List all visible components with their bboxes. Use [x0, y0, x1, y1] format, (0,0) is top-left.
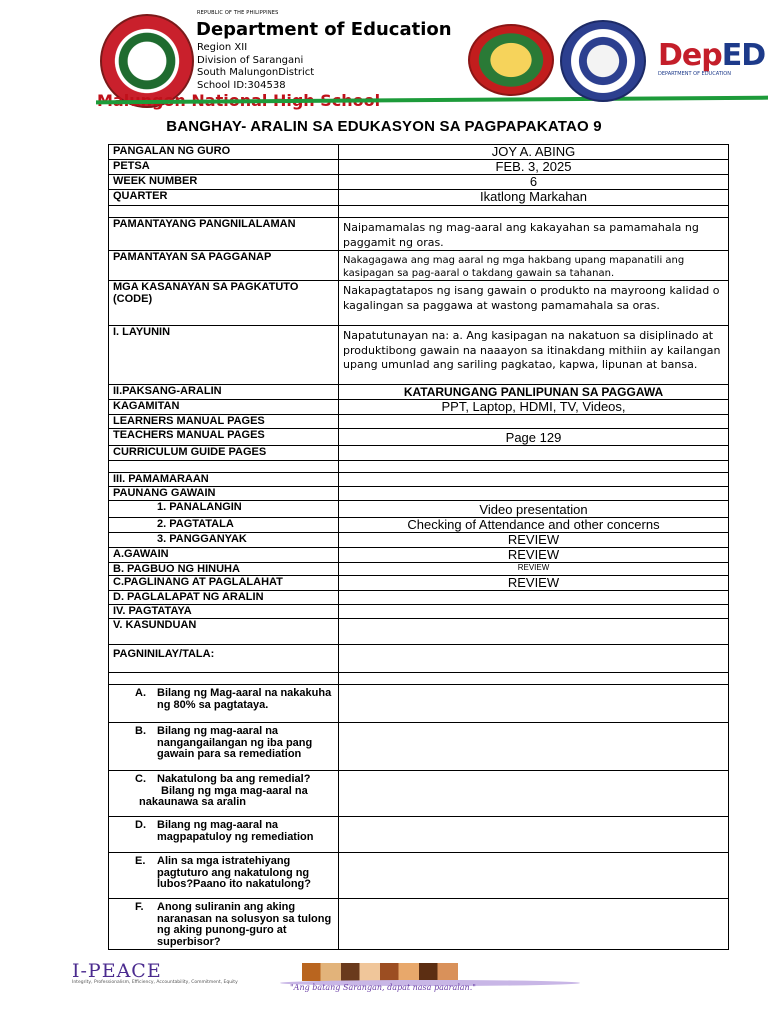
table-row — [109, 563, 729, 576]
ipeace-text: I-PEACE — [72, 960, 162, 982]
table-row — [109, 461, 729, 473]
footer-motto: "Ang batang Sarangan, dapat nasa paaralan." — [290, 983, 476, 992]
table-row — [109, 771, 729, 817]
table-row — [109, 415, 729, 429]
objective-value: Napatutunayan na: a. Ang kasipagan na nakatuon sa disiplinado at produktibong gawain na naaayon sa itinakdang mithiin ay kailangan upang umunlad ang sariling pagkatao, kapwa, lipunan at bansa. — [339, 326, 729, 385]
motivation-value: REVIEW — [339, 533, 729, 548]
reflection-question-a: A. Bilang ng Mag-aaral na nakakuha ng 80% sa pagtataya. — [135, 687, 332, 711]
attendance-label: 2. PAGTATALA — [109, 518, 339, 533]
table-row — [109, 385, 729, 400]
district-text: South MalungonDistrict — [197, 67, 315, 78]
division-text: Division of Sarangani — [197, 54, 304, 66]
quarter-label: QUARTER — [109, 190, 339, 206]
performance-standard-value: Nakagagawa ang mag aaral ng mga hakbang upang mapanatili ang kasipagan sa pag-aaral o takdang gawain sa tahanan. — [339, 251, 729, 281]
date-label: PETSA — [109, 160, 339, 175]
table-row — [109, 251, 729, 281]
subject-matter-label: II.PAKSANG-ARALIN — [109, 385, 339, 400]
week-label: WEEK NUMBER — [109, 175, 339, 190]
evaluation-label: IV. PAGTATAYA — [109, 605, 339, 619]
reflection-question-d: D. Bilang ng mag-aaral na magpapatuloy ng remediation — [135, 819, 314, 843]
ipeace-logo — [72, 960, 238, 985]
deped-logo: DepED DEPARTMENT OF EDUCATION — [658, 38, 766, 77]
competency-label: MGA KASANAYAN SA PAGKATUTO (CODE) — [109, 281, 339, 326]
republic-text: REPUBLIC OF THE PHILIPPINES — [197, 10, 279, 16]
introductory-activity-label: PAUNANG GAWAIN — [109, 487, 339, 501]
week-value: 6 — [339, 175, 729, 190]
kagawaran-seal-logo — [560, 20, 646, 102]
reflection-label: PAGNINILAY/TALA: — [109, 645, 339, 673]
activity-value: REVIEW — [339, 548, 729, 563]
prayer-value: Video presentation — [339, 501, 729, 518]
region-text: Region XII — [197, 42, 248, 53]
performance-standard-label: PAMANTAYAN SA PAGGANAP — [109, 251, 339, 281]
competency-value: Nakapagtatapos ng isang gawain o produkto na mayroong kalidad o kagalingan sa paggawa at wastong pamamahala sa oras. — [339, 281, 729, 326]
table-row — [109, 429, 729, 446]
reflection-question-f: F. Anong suliranin ang aking naranasan na solusyon sa tulong ng aking punong-guro at superbisor? — [135, 901, 332, 948]
reflection-question-e: E. Alin sa mga istratehiyang pagtuturo ang nakatulong ng lubos?Paano ito nakatulong? — [135, 855, 311, 890]
table-row — [109, 673, 729, 685]
teachers-manual-value: Page 129 — [339, 429, 729, 446]
reflection-question-c: C. Nakatulong ba ang remedial? — [135, 773, 311, 785]
lesson-plan-table — [108, 144, 729, 950]
curriculum-guide-label: CURRICULUM GUIDE PAGES — [109, 446, 339, 461]
materials-label: KAGAMITAN — [109, 400, 339, 415]
table-row — [109, 501, 729, 518]
table-row — [109, 326, 729, 385]
materials-value: PPT, Laptop, HDMI, TV, Videos, — [339, 400, 729, 415]
table-row — [109, 619, 729, 645]
table-row — [109, 533, 729, 548]
table-row — [109, 190, 729, 206]
table-row — [109, 605, 729, 619]
table-row — [109, 518, 729, 533]
table-row — [109, 281, 729, 326]
activity-label: A.GAWAIN — [109, 548, 339, 563]
date-value: FEB. 3, 2025 — [339, 160, 729, 175]
table-row — [109, 160, 729, 175]
analysis-label: B. PAGBUO NG HINUHA — [109, 563, 339, 576]
content-standard-label: PAMANTAYANG PANGNILALAMAN — [109, 218, 339, 251]
table-row — [109, 175, 729, 190]
table-row — [109, 145, 729, 160]
abstraction-value: REVIEW — [339, 576, 729, 591]
learners-manual-label: LEARNERS MANUAL PAGES — [109, 415, 339, 429]
subject-matter-value: KATARUNGANG PANLIPUNAN SA PAGGAWA — [339, 385, 729, 400]
teacher-value: JOY A. ABING — [339, 145, 729, 160]
school-id-text: School ID:304538 — [197, 79, 286, 91]
procedure-label: III. PAMAMARAAN — [109, 473, 339, 487]
department-title: Department of Education — [196, 19, 452, 40]
ipeace-subtitle: Integrity, Professionalism, Efficiency, Accountability, Commitment, Equity — [72, 980, 238, 985]
content-standard-value: Naipamamalas ng mag-aaral ang kakayahan sa pamamahala ng paggamit ng oras. — [339, 218, 729, 251]
table-row — [109, 645, 729, 673]
table-row — [109, 446, 729, 461]
reflection-question-c-extra2: nakaunawa sa aralin — [139, 796, 246, 808]
reflection-question-b: B. Bilang ng mag-aaral na nangangailangan ng iba pang gawain para sa remediation — [135, 725, 313, 760]
analysis-value: REVIEW — [339, 563, 729, 576]
abstraction-label: C.PAGLINANG AT PAGLALAHAT — [109, 576, 339, 591]
application-label: D. PAGLALAPAT NG ARALIN — [109, 591, 339, 605]
table-row — [109, 685, 729, 723]
teacher-label: PANGALAN NG GURO — [109, 145, 339, 160]
prayer-label: 1. PANALANGIN — [109, 501, 339, 518]
table-row — [109, 473, 729, 487]
table-row — [109, 591, 729, 605]
students-photo-strip — [302, 963, 458, 981]
table-row — [109, 899, 729, 950]
table-row — [109, 576, 729, 591]
teachers-manual-label: TEACHERS MANUAL PAGES — [109, 429, 339, 446]
table-row — [109, 218, 729, 251]
assignment-label: V. KASUNDUAN — [109, 619, 339, 645]
table-row — [109, 400, 729, 415]
document-title: BANGHAY- ARALIN SA EDUKASYON SA PAGPAPAKATAO 9 — [166, 118, 602, 135]
table-row — [109, 853, 729, 899]
motivation-label: 3. PANGGANYAK — [109, 533, 339, 548]
table-row — [109, 206, 729, 218]
objective-label: I. LAYUNIN — [109, 326, 339, 385]
table-row — [109, 548, 729, 563]
table-row — [109, 723, 729, 771]
attendance-value: Checking of Attendance and other concerns — [339, 518, 729, 533]
district-seal-logo — [468, 24, 554, 96]
table-row — [109, 487, 729, 501]
reflection-question-c-extra: Bilang ng mga mag-aaral na — [161, 784, 308, 797]
table-row — [109, 817, 729, 853]
quarter-value: Ikatlong Markahan — [339, 190, 729, 206]
